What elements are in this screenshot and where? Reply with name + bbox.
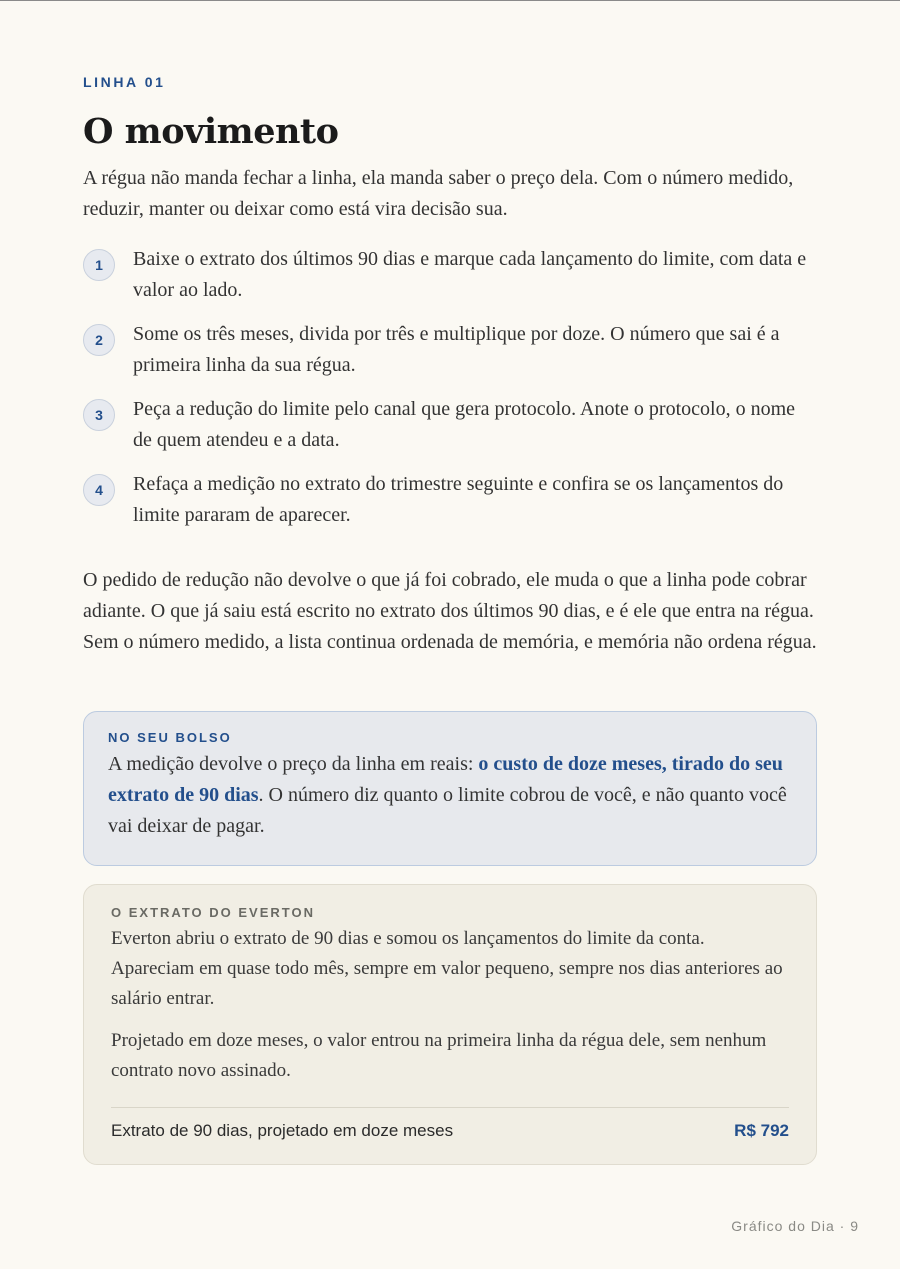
case-row-label: Extrato de 90 dias, projetado em doze meses [111,1121,454,1140]
section-eyebrow: LINHA 01 [83,74,166,90]
steps-list [83,244,817,544]
step-text: Some os três meses, divida por três e multiplique por doze. O número que sai é a primeira linha da sua régua. [133,323,780,376]
step-text: Baixe o extrato dos últimos 90 dias e marque cada lançamento do limite, com data e valor ao lado. [133,248,807,301]
callout-text-after: . O número diz quanto o limite cobrou de você, e não quanto você vai deixar de pagar. [108,784,787,837]
step-number-badge: 3 [83,399,115,431]
case-study-box [83,884,817,1165]
callout-box [83,711,817,866]
callout-highlight: o custo de doze meses, tirado do seu extrato de 90 dias [108,753,783,806]
body-paragraph: O pedido de redução não devolve o que já foi cobrado, ele muda o que a linha pode cobrar adiante. O que já saiu está escrito no extrato dos últimos 90 dias, e é ele que entra na régua. Sem o número medido, a lista continua ordenada de memória, e memória não ordena régua. [83,569,817,653]
case-divider [111,1107,789,1108]
page-footer: Gráfico do Dia · 9 [731,1218,859,1234]
step-item [83,319,817,381]
page-title: O movimento [83,111,339,152]
step-item [83,394,817,456]
case-summary-row [111,1121,789,1141]
step-item [83,244,817,306]
step-text: Refaça a medição no extrato do trimestre seguinte e confira se os lançamentos do limite pararam de aparecer. [133,473,784,526]
callout-text [108,749,792,842]
case-paragraph: Projetado em doze meses, o valor entrou na primeira linha da régua dele, sem nenhum contrato novo assinado. [111,1030,767,1081]
case-paragraph: Everton abriu o extrato de 90 dias e somou os lançamentos do limite da conta. Apareciam em quase todo mês, sempre em valor pequeno, sempre nos dias anteriores ao salário entrar. [111,928,783,1009]
step-text: Peça a redução do limite pelo canal que gera protocolo. Anote o protocolo, o nome de quem atendeu e a data. [133,398,796,451]
intro-paragraph: A régua não manda fechar a linha, ela manda saber o preço dela. Com o número medido, reduzir, manter ou deixar como está vira decisão sua. [83,167,794,220]
step-item [83,469,817,531]
step-number-badge: 2 [83,324,115,356]
case-row-value: R$ 792 [734,1121,789,1140]
case-label: O EXTRATO DO EVERTON [111,905,315,920]
step-number-badge: 1 [83,249,115,281]
step-number-badge: 4 [83,474,115,506]
callout-label: NO SEU BOLSO [108,730,232,745]
callout-text-before: A medição devolve o preço da linha em reais: [108,753,479,775]
